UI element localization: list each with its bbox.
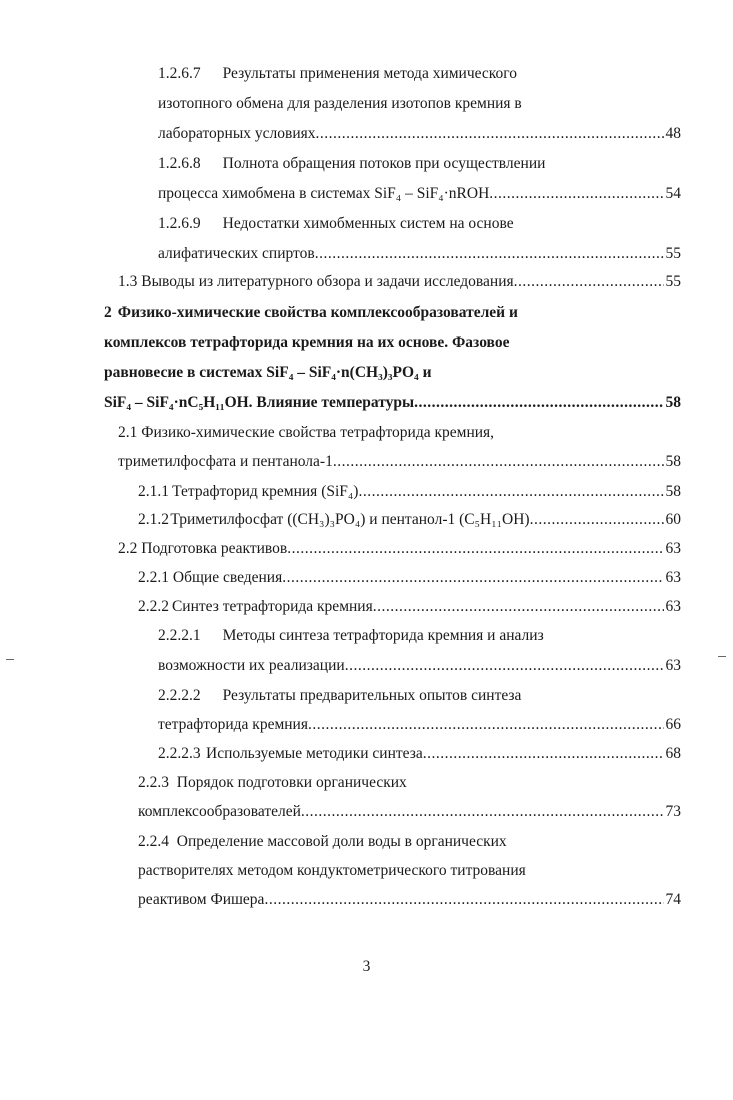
toc-page: 63 bbox=[665, 569, 681, 586]
toc-title: лабораторных условиях bbox=[158, 125, 316, 142]
toc-entry-1-2-6-8-line1 bbox=[158, 154, 545, 174]
toc-page: 60 bbox=[665, 511, 681, 528]
toc-title: 2.2 Подготовка реактивов bbox=[118, 540, 288, 557]
toc-entry-2-1-line2 bbox=[118, 452, 681, 472]
toc-entry-1-2-6-7-line1 bbox=[158, 64, 517, 84]
toc-page: 63 bbox=[665, 657, 681, 674]
toc-title: Результаты применения метода химического bbox=[222, 65, 517, 82]
toc-page: 74 bbox=[665, 891, 681, 908]
toc-page: 63 bbox=[665, 540, 681, 557]
dot-leader bbox=[373, 597, 664, 617]
toc-page: 55 bbox=[665, 273, 681, 290]
toc-chapter-2-line1 bbox=[104, 303, 518, 323]
toc-page: 58 bbox=[665, 483, 681, 500]
toc-entry-2-1-2 bbox=[138, 510, 681, 530]
scan-margin-mark bbox=[6, 659, 14, 660]
toc-title: комплексообразователей bbox=[138, 803, 301, 820]
toc-number: 2.2.2.1 bbox=[158, 627, 201, 644]
dot-leader bbox=[282, 568, 663, 588]
toc-number: 1.2.6.8 bbox=[158, 155, 201, 172]
toc-entry-2-1-1 bbox=[138, 482, 681, 502]
toc-title: Синтез тетрафторида кремния bbox=[171, 598, 373, 615]
toc-title: Методы синтеза тетрафторида кремния и анализ bbox=[222, 627, 544, 644]
toc-entry-1-2-6-9-line1 bbox=[158, 214, 514, 234]
toc-number: 2.2.2.3 bbox=[158, 745, 201, 762]
toc-number: 2.2.1 bbox=[138, 569, 169, 586]
toc-entry-2-2-1 bbox=[138, 568, 681, 588]
toc-page: 54 bbox=[665, 185, 681, 202]
dot-leader bbox=[489, 184, 663, 204]
toc-page: 58 bbox=[665, 453, 681, 470]
toc-entry-2-2-4-line1: 2.2.4 Определение массовой доли воды в органических bbox=[138, 833, 507, 850]
toc-page: 55 bbox=[665, 245, 681, 262]
dot-leader bbox=[333, 452, 664, 472]
toc-chapter-2-line2: комплексов тетрафторида кремния на их основе. Фазовое bbox=[104, 334, 510, 351]
toc-number: 1.2.6.7 bbox=[158, 65, 201, 82]
toc-entry-2-2-2-2-line2 bbox=[158, 715, 681, 735]
dot-leader bbox=[423, 744, 664, 764]
toc-entry-2-2-2-2-line1 bbox=[158, 686, 521, 706]
toc-title: Недостатки химобменных систем на основе bbox=[222, 215, 514, 232]
dot-leader bbox=[530, 510, 664, 530]
toc-title: Физико-химические свойства комплексообразователей и bbox=[117, 304, 518, 321]
dot-leader bbox=[514, 272, 664, 292]
toc-entry-1-2-6-9-line2 bbox=[158, 244, 681, 264]
toc-title: Общие сведения bbox=[172, 569, 283, 586]
toc-chapter-2-line4 bbox=[104, 393, 681, 413]
toc-page: 66 bbox=[665, 716, 681, 733]
toc-page: 68 bbox=[665, 745, 681, 762]
toc-number: 2 bbox=[104, 304, 112, 321]
dot-leader bbox=[308, 715, 664, 735]
toc-chapter-2-line3: равновесие в системах SiF₄ – SiF₄·n(CH₃)₃PO₄ и bbox=[104, 364, 432, 381]
dot-leader bbox=[316, 124, 664, 144]
toc-entry-2-2-3-line1: 2.2.3 Порядок подготовки органических bbox=[138, 774, 407, 791]
toc-title: тетрафторида кремния bbox=[158, 716, 308, 733]
toc-title: возможности их реализации bbox=[158, 657, 345, 674]
scan-margin-mark bbox=[718, 656, 726, 657]
dot-leader bbox=[264, 890, 663, 910]
toc-entry-2-2 bbox=[118, 539, 681, 559]
toc-entry-1-2-6-7-line2: изотопного обмена для разделения изотопов кремния в bbox=[158, 95, 522, 112]
dot-leader bbox=[315, 244, 664, 264]
dot-leader bbox=[301, 802, 664, 822]
toc-number: 2.2.2.2 bbox=[158, 687, 201, 704]
toc-page: 58 bbox=[665, 394, 681, 411]
toc-title: реактивом Фишера bbox=[138, 891, 265, 908]
dot-leader bbox=[414, 393, 663, 413]
toc-title: алифатических спиртов bbox=[158, 245, 315, 262]
toc-title: SiF₄ – SiF₄·nC₅H₁₁OH. Влияние температуры bbox=[104, 394, 415, 411]
dot-leader bbox=[345, 656, 664, 676]
toc-entry-1-3 bbox=[118, 272, 681, 292]
toc-title: 1.3 Выводы из литературного обзора и задачи исследования bbox=[118, 273, 514, 290]
dot-leader bbox=[358, 482, 663, 502]
toc-entry-2-2-4-line3 bbox=[138, 890, 681, 910]
toc-page: 48 bbox=[665, 125, 681, 142]
toc-entry-1-2-6-7-line3 bbox=[158, 124, 681, 144]
toc-title: процесса химобмена в системах SiF₄ – SiF₄·nROH bbox=[158, 185, 490, 202]
toc-entry-2-2-2 bbox=[138, 597, 681, 617]
toc-entry-2-1-line1: 2.1 Физико-химические свойства тетрафторида кремния, bbox=[118, 424, 495, 441]
toc-number: 2.1.1 bbox=[138, 483, 169, 500]
toc-title: Триметилфосфат ((CH₃)₃PO₄) и пентанол-1 (C₅H₁₁OH) bbox=[170, 511, 530, 528]
toc-title: Результаты предварительных опытов синтеза bbox=[222, 687, 522, 704]
toc-title: Полнота обращения потоков при осуществлении bbox=[222, 155, 546, 172]
toc-title: Тетрафторид кремния (SiF₄) bbox=[172, 483, 359, 500]
toc-number: 2.1.2 bbox=[138, 511, 169, 528]
toc-page: 63 bbox=[665, 598, 681, 615]
toc-entry-2-2-2-1-line2 bbox=[158, 656, 681, 676]
toc-page: 73 bbox=[665, 803, 681, 820]
toc-entry-2-2-2-3 bbox=[158, 744, 681, 764]
toc-title: триметилфосфата и пентанола-1 bbox=[118, 453, 333, 470]
dot-leader bbox=[287, 539, 663, 559]
toc-title: Используемые методики синтеза bbox=[206, 745, 423, 762]
toc-entry-1-2-6-8-line2 bbox=[158, 184, 681, 204]
toc-number: 2.2.2 bbox=[138, 598, 169, 615]
toc-entry-2-2-2-1-line1 bbox=[158, 626, 544, 646]
page-number: 3 bbox=[362, 958, 371, 975]
toc-entry-2-2-4-line2: растворителях методом кондуктометрического титрования bbox=[138, 862, 526, 879]
toc-entry-2-2-3-line2 bbox=[138, 802, 681, 822]
toc-number: 1.2.6.9 bbox=[158, 215, 201, 232]
